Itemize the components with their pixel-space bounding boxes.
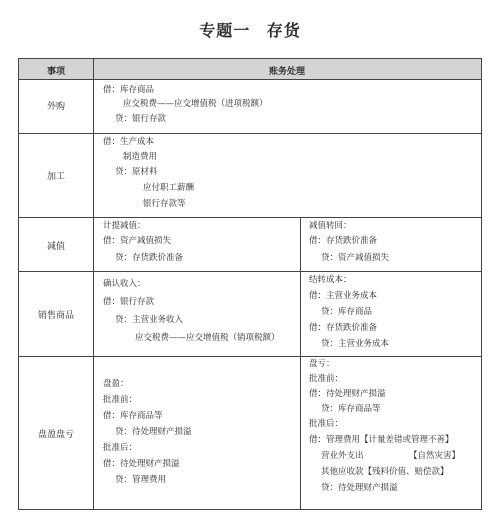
entry-line: 计提减值：	[103, 221, 146, 231]
entry-line: 贷：银行存款	[115, 114, 167, 124]
entry-line: 借：待处理财产损溢	[103, 459, 180, 469]
entry-line: 借：主营业务成本	[309, 291, 378, 301]
entry-line: 结转成本：	[309, 275, 352, 285]
entry-line: 借：库存商品	[103, 85, 155, 95]
row-label-xiaoshou: 销售商品	[37, 311, 74, 321]
entry-line: 贷：库存商品等	[321, 404, 381, 414]
entry-split	[300, 356, 301, 509]
entry-line: 借：存货跌价准备	[309, 323, 378, 333]
entry-line: 盘亏：	[309, 359, 335, 369]
entry-line: 贷：库存商品	[321, 307, 373, 317]
accounting-table	[18, 58, 482, 510]
header-item: 事项	[46, 67, 65, 77]
entry-line: 其他应收款【残料价值、赔偿款】	[321, 467, 449, 477]
entry-line: 借：库存商品等	[103, 411, 163, 421]
entry-line: 贷：待处理财产损溢	[115, 427, 192, 437]
entry-line: 应交税费——应交增值税（进项税额）	[123, 99, 268, 109]
entry-line: 应交税费——应交增值税（销项税额）	[135, 333, 280, 343]
entry-line: 批准后：	[103, 443, 138, 453]
entry-line: 确认收入：	[103, 279, 146, 289]
entry-line: 批准前：	[103, 395, 138, 405]
page-title	[0, 18, 500, 41]
row-divider	[19, 217, 481, 218]
title-part1: 专题一	[199, 21, 251, 40]
entry-line: 贷：管理费用	[115, 475, 167, 485]
entry-line: 盘盈：	[103, 379, 129, 389]
row-label-waigou: 外购	[46, 102, 65, 112]
entry-line: 贷：主营业务成本	[321, 339, 390, 349]
row-divider	[19, 271, 481, 272]
entry-line: 借：银行存款	[103, 297, 155, 307]
entry-line: 贷：待处理财产损溢	[321, 483, 398, 493]
entry-line: 批准后：	[309, 419, 344, 429]
entry-line: 银行存款等	[143, 199, 186, 209]
row-label-jianzhi: 减值	[46, 242, 65, 252]
row-label-jiagong: 加工	[46, 172, 65, 182]
row-label-panying: 盘盈盘亏	[37, 430, 74, 440]
entry-line: 减值转回：	[309, 221, 352, 231]
entry-line: 贷：主营业务收入	[115, 315, 184, 325]
header-entries: 账务处理	[268, 67, 305, 77]
entry-split	[300, 217, 301, 271]
entry-line: 营业外支出	[321, 451, 364, 461]
entry-line: 制造费用	[123, 152, 158, 162]
entry-line: 贷：存货跌价准备	[115, 253, 184, 263]
entry-line: 批准前：	[309, 374, 344, 384]
entry-line: 借：生产成本	[103, 137, 155, 147]
entry-line: 借：管理费用【计量差错或管理不善】	[309, 435, 454, 445]
row-divider	[19, 356, 481, 357]
entry-line: 贷：资产减值损失	[321, 253, 390, 263]
entry-line: 应付职工薪酬	[143, 183, 195, 193]
entry-line: 贷：原材料	[115, 167, 158, 177]
entry-line: 借：存货跌价准备	[309, 236, 378, 246]
entry-line: 借：待处理财产损溢	[309, 389, 386, 399]
title-part2: 存货	[266, 21, 301, 40]
entry-line: 借：资产减值损失	[103, 236, 172, 246]
table-header	[19, 59, 481, 80]
row-divider	[19, 133, 481, 134]
column-divider	[93, 59, 94, 509]
entry-split	[300, 271, 301, 356]
entry-line: 【自然灾害】	[409, 451, 461, 461]
